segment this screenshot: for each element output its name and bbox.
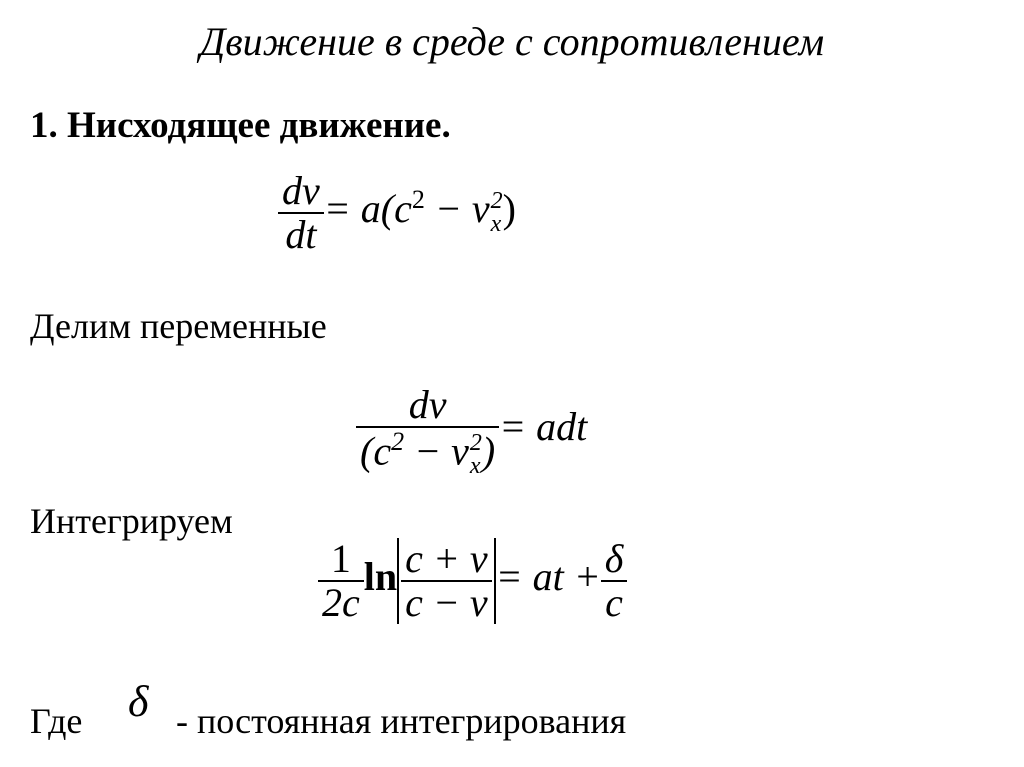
slide-title: Движение в среде с сопротивлением: [199, 19, 825, 64]
equation-differential: [278, 170, 516, 256]
eq1-v-sup: 2: [490, 188, 503, 215]
text-integration-constant: - постоянная интегрирования: [176, 701, 627, 741]
eq1-minus-v: − v: [424, 186, 490, 232]
eq1-numerator: dv: [282, 168, 320, 213]
eq1-v-indices: [491, 190, 503, 236]
eq3-rhs: = at +: [495, 554, 601, 600]
eq2-fraction: [356, 384, 499, 478]
eq1-close: ): [502, 186, 516, 232]
text-where: Где: [30, 701, 83, 741]
eq3-delta-den: c: [605, 580, 623, 625]
section-heading: 1. Нисходящее движение.: [30, 105, 451, 146]
eq3-ln: ln: [363, 554, 398, 600]
eq3-delta-fraction: [601, 538, 628, 624]
eq1-exp: 2: [411, 184, 425, 214]
delta-symbol: δ: [128, 677, 149, 726]
text-separate-variables: Делим переменные: [30, 306, 327, 346]
eq1-v-sub: x: [490, 211, 502, 237]
eq3-coef-den: 2c: [322, 580, 360, 625]
eq3-coefficient: [318, 538, 364, 624]
eq1-denominator: dt: [285, 212, 317, 257]
eq2-denominator: ($c^2 - v$ 2 x ): [360, 427, 496, 480]
equation-integrated: [318, 538, 627, 624]
equation-separated: [356, 384, 587, 478]
eq1-fraction: [278, 170, 324, 256]
eq3-abs-num: c + v: [405, 536, 488, 581]
eq3-delta-num: δ: [604, 536, 624, 581]
eq3-absolute-value: [397, 538, 496, 624]
eq2-numerator: dv: [408, 382, 447, 427]
eq3-abs-den: c − v: [405, 580, 488, 625]
eq3-abs-fraction: [401, 538, 492, 624]
eq2-rhs: = adt: [499, 404, 588, 450]
eq1-rhs-a: = a(c: [323, 186, 412, 232]
eq3-coef-num: 1: [330, 536, 351, 581]
text-integrate: Интегрируем: [30, 501, 233, 541]
